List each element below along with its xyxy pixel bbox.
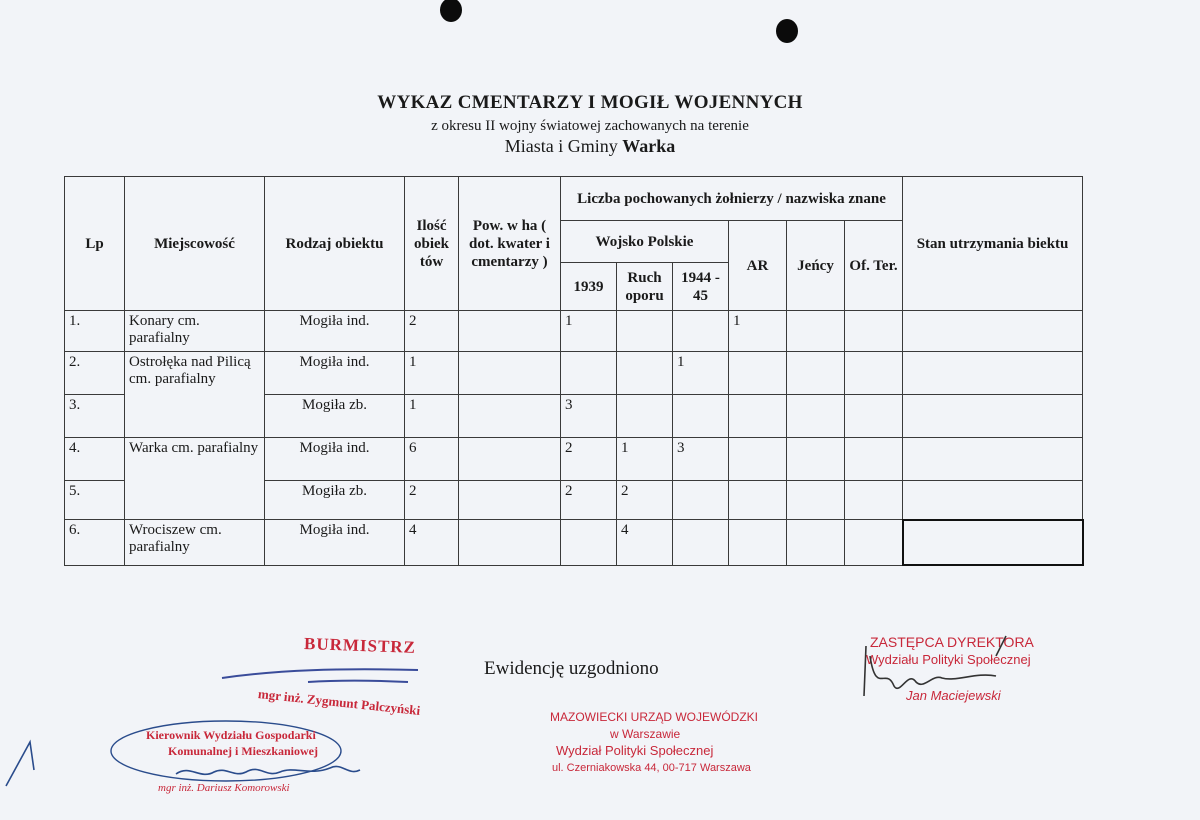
cell-stan: [903, 520, 1083, 565]
document-title: WYKAZ CMENTARZY I MOGIŁ WOJENNYCH: [377, 92, 803, 113]
zastepca-signature: [846, 626, 1036, 726]
cell-pow: [459, 438, 561, 481]
cell-ar: [729, 438, 787, 481]
col-header-wojsko: Wojsko Polskie: [561, 221, 729, 263]
cell-lp: 6.: [65, 520, 125, 565]
col-header-of: Of. Ter.: [845, 221, 903, 311]
cell-of: [845, 352, 903, 395]
col-header-liczba: Liczba pochowanych żołnierzy / nazwiska znane: [561, 177, 903, 221]
cell-stan: [903, 352, 1083, 395]
zastepca-line1: ZASTĘPCA DYREKTORA: [870, 634, 1034, 650]
col-header-1944: 1944 - 45: [673, 263, 729, 311]
agreement-text: Ewidencję uzgodniono: [484, 658, 659, 679]
cell-lp: 4.: [65, 438, 125, 481]
cell-stan: [903, 395, 1083, 438]
cell-pow: [459, 311, 561, 352]
col-header-ar: AR: [729, 221, 787, 311]
cell-1944: 3: [673, 438, 729, 481]
cell-ruch: 1: [617, 438, 673, 481]
cell-1939: [561, 352, 617, 395]
cell-of: [845, 395, 903, 438]
cell-1944: 1: [673, 352, 729, 395]
burmistrz-signature: [218, 660, 458, 690]
cell-stan: [903, 438, 1083, 481]
cell-jency: [787, 438, 845, 481]
table-row: [65, 352, 1083, 395]
table-row: [65, 311, 1083, 352]
cell-ruch: 2: [617, 481, 673, 520]
col-header-pow: Pow. w ha ( dot. kwater i cmentarzy ): [459, 177, 561, 311]
margin-mark: [0, 730, 46, 790]
cell-pow: [459, 352, 561, 395]
document-subtitle: z okresu II wojny światowej zachowanych na terenie: [431, 118, 749, 134]
urzad-line2: w Warszawie: [610, 727, 681, 741]
cell-ar: [729, 520, 787, 565]
zastepca-line2: Wydziału Polityki Społecznej: [866, 652, 1031, 667]
place-name: Warka: [622, 136, 676, 156]
cell-of: [845, 481, 903, 520]
cell-ilosc: 2: [405, 481, 459, 520]
cell-lp: 2.: [65, 352, 125, 395]
cell-miejscowosc: Konary cm. parafialny: [125, 311, 265, 352]
kierownik-line1: Kierownik Wydziału Gospodarki: [146, 728, 316, 742]
cell-miejscowosc: Ostrołęka nad Pilicą cm. parafialny: [125, 352, 265, 438]
cell-lp: 1.: [65, 311, 125, 352]
cell-ilosc: 1: [405, 352, 459, 395]
cell-1939: 1: [561, 311, 617, 352]
col-header-1939: 1939: [561, 263, 617, 311]
cell-ar: [729, 395, 787, 438]
cell-1944: [673, 520, 729, 565]
cell-ruch: [617, 311, 673, 352]
cell-of: [845, 311, 903, 352]
cell-ruch: 4: [617, 520, 673, 565]
cell-lp: 5.: [65, 481, 125, 520]
cell-1939: 2: [561, 481, 617, 520]
cell-ruch: [617, 395, 673, 438]
col-header-lp: Lp: [65, 177, 125, 311]
burmistrz-stamp: BURMISTRZ: [303, 634, 417, 657]
col-header-jency: Jeńcy: [787, 221, 845, 311]
cell-lp: 3.: [65, 395, 125, 438]
cell-ar: [729, 352, 787, 395]
cell-ilosc: 4: [405, 520, 459, 565]
cell-pow: [459, 481, 561, 520]
cell-1944: [673, 395, 729, 438]
cell-rodzaj: Mogiła zb.: [265, 395, 405, 438]
cell-of: [845, 520, 903, 565]
cell-rodzaj: Mogiła ind.: [265, 520, 405, 565]
cell-rodzaj: Mogiła ind.: [265, 438, 405, 481]
kierownik-name: mgr inż. Dariusz Komorowski: [158, 782, 290, 794]
cell-miejscowosc: Wrociszew cm. parafialny: [125, 520, 265, 565]
cell-jency: [787, 481, 845, 520]
table-row: [65, 438, 1083, 481]
cell-pow: [459, 395, 561, 438]
punch-hole-left: [440, 0, 462, 22]
zastepca-name: Jan Maciejewski: [906, 688, 1001, 703]
col-header-rodzaj: Rodzaj obiektu: [265, 177, 405, 311]
cell-1939: [561, 520, 617, 565]
cell-ilosc: 1: [405, 395, 459, 438]
table-row: [65, 520, 1083, 565]
kierownik-line2: Komunalnej i Mieszkaniowej: [168, 744, 318, 758]
col-header-ilosc: Ilość obiek tów: [405, 177, 459, 311]
cell-ruch: [617, 352, 673, 395]
cell-ar: 1: [729, 311, 787, 352]
urzad-line4: ul. Czerniakowska 44, 00-717 Warszawa: [552, 762, 751, 774]
document-place: [250, 136, 930, 157]
cell-1944: [673, 481, 729, 520]
place-prefix: Miasta i Gminy: [504, 136, 618, 156]
cell-1939: 2: [561, 438, 617, 481]
burmistrz-name: mgr inż. Zygmunt Palczyński: [257, 686, 421, 718]
cell-ilosc: 2: [405, 311, 459, 352]
cell-jency: [787, 395, 845, 438]
cell-rodzaj: Mogiła ind.: [265, 311, 405, 352]
cell-jency: [787, 520, 845, 565]
urzad-line1: MAZOWIECKI URZĄD WOJEWÓDZKI: [550, 710, 758, 724]
cell-ar: [729, 481, 787, 520]
cell-rodzaj: Mogiła ind.: [265, 352, 405, 395]
cell-rodzaj: Mogiła zb.: [265, 481, 405, 520]
cell-stan: [903, 311, 1083, 352]
col-header-ruch: Ruch oporu: [617, 263, 673, 311]
cell-jency: [787, 352, 845, 395]
cell-pow: [459, 520, 561, 565]
col-header-miejscowosc: Miejscowość: [125, 177, 265, 311]
cell-1944: [673, 311, 729, 352]
punch-hole-right: [776, 19, 798, 43]
cell-of: [845, 438, 903, 481]
col-header-stan: Stan utrzymania biektu: [903, 177, 1083, 311]
urzad-line3: Wydział Polityki Społecznej: [556, 743, 714, 758]
cell-stan: [903, 481, 1083, 520]
cell-miejscowosc: Warka cm. parafialny: [125, 438, 265, 520]
cell-ilosc: 6: [405, 438, 459, 481]
cell-jency: [787, 311, 845, 352]
graves-table: [64, 176, 1084, 566]
cell-1939: 3: [561, 395, 617, 438]
